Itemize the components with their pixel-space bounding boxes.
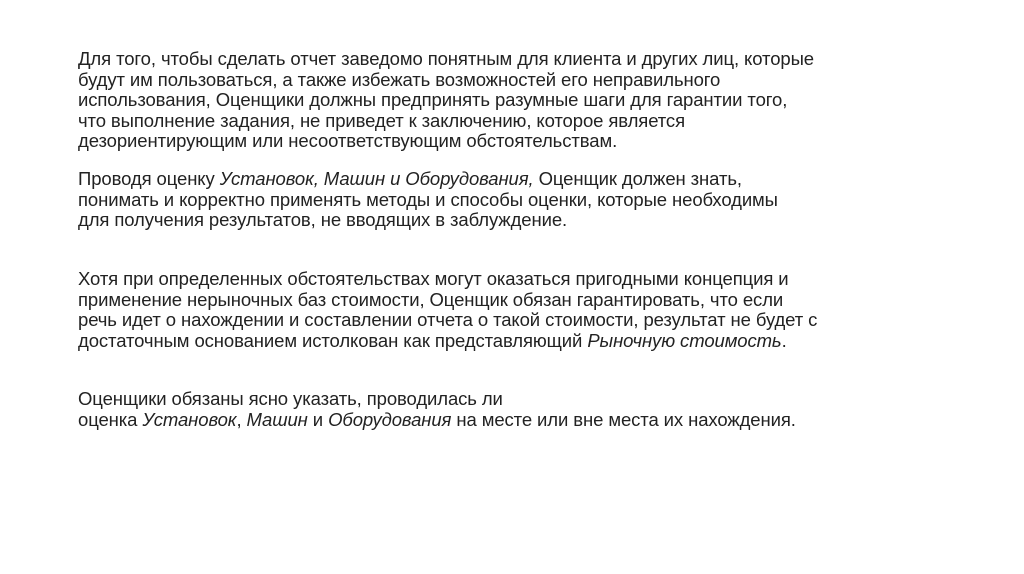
paragraph-line: использования, Оценщики должны предпринять разумные шаги для гарантии того,: [78, 89, 788, 110]
paragraph-non-market-bases: [78, 269, 958, 351]
text-run: Проводя оценку: [78, 168, 220, 189]
text-run: .: [781, 329, 787, 351]
text-run: и: [307, 408, 329, 430]
text-run: на месте или вне места их нахождения.: [451, 408, 796, 430]
italic-term: Машин: [246, 408, 308, 430]
paragraph-line: для получения результатов, не вводящих в заблуждение.: [78, 209, 568, 230]
italic-term: Установок, Машин и Оборудования,: [219, 168, 534, 189]
paragraph-line: [78, 331, 958, 352]
paragraph-line: Оценщики обязаны ясно указать, проводилась ли: [78, 388, 503, 409]
italic-term: Оборудования: [328, 408, 452, 430]
italic-term: Рыночную стоимость: [587, 329, 782, 351]
paragraph-line: понимать и корректно применять методы и способы оценки, которые необходимы: [78, 188, 778, 210]
paragraph-report-clarity: [78, 49, 958, 152]
paragraph-location: [78, 389, 958, 430]
paragraph-line: что выполнение задания, не приведет к заключению, которое является: [78, 109, 685, 131]
text-run: Оценщик должен знать,: [533, 168, 742, 189]
italic-term: Установок: [142, 408, 237, 430]
text-run: достаточным основанием истолкован как представляющий: [78, 329, 588, 351]
paragraph-line: речь идет о нахождении и составлении отчета о такой стоимости, результат не будет с: [78, 309, 818, 330]
paragraph-line: Для того, чтобы сделать отчет заведомо понятным для клиента и других лиц, которые: [78, 48, 814, 69]
paragraph-methods: [78, 169, 958, 231]
text-run: ,: [236, 408, 247, 430]
paragraph-line: [78, 410, 958, 431]
paragraph-line: применение нерыночных баз стоимости, Оценщик обязан гарантировать, что если: [78, 288, 784, 310]
paragraph-line: Хотя при определенных обстоятельствах могут оказаться пригодными концепция и: [78, 268, 789, 289]
paragraph-line: дезориентирующим или несоответствующим обстоятельствам.: [78, 130, 618, 151]
text-run: оценка: [78, 408, 143, 430]
paragraph-line: будут им пользоваться, а также избежать возможностей его неправильного: [78, 68, 721, 90]
paragraph-line: [78, 169, 958, 190]
